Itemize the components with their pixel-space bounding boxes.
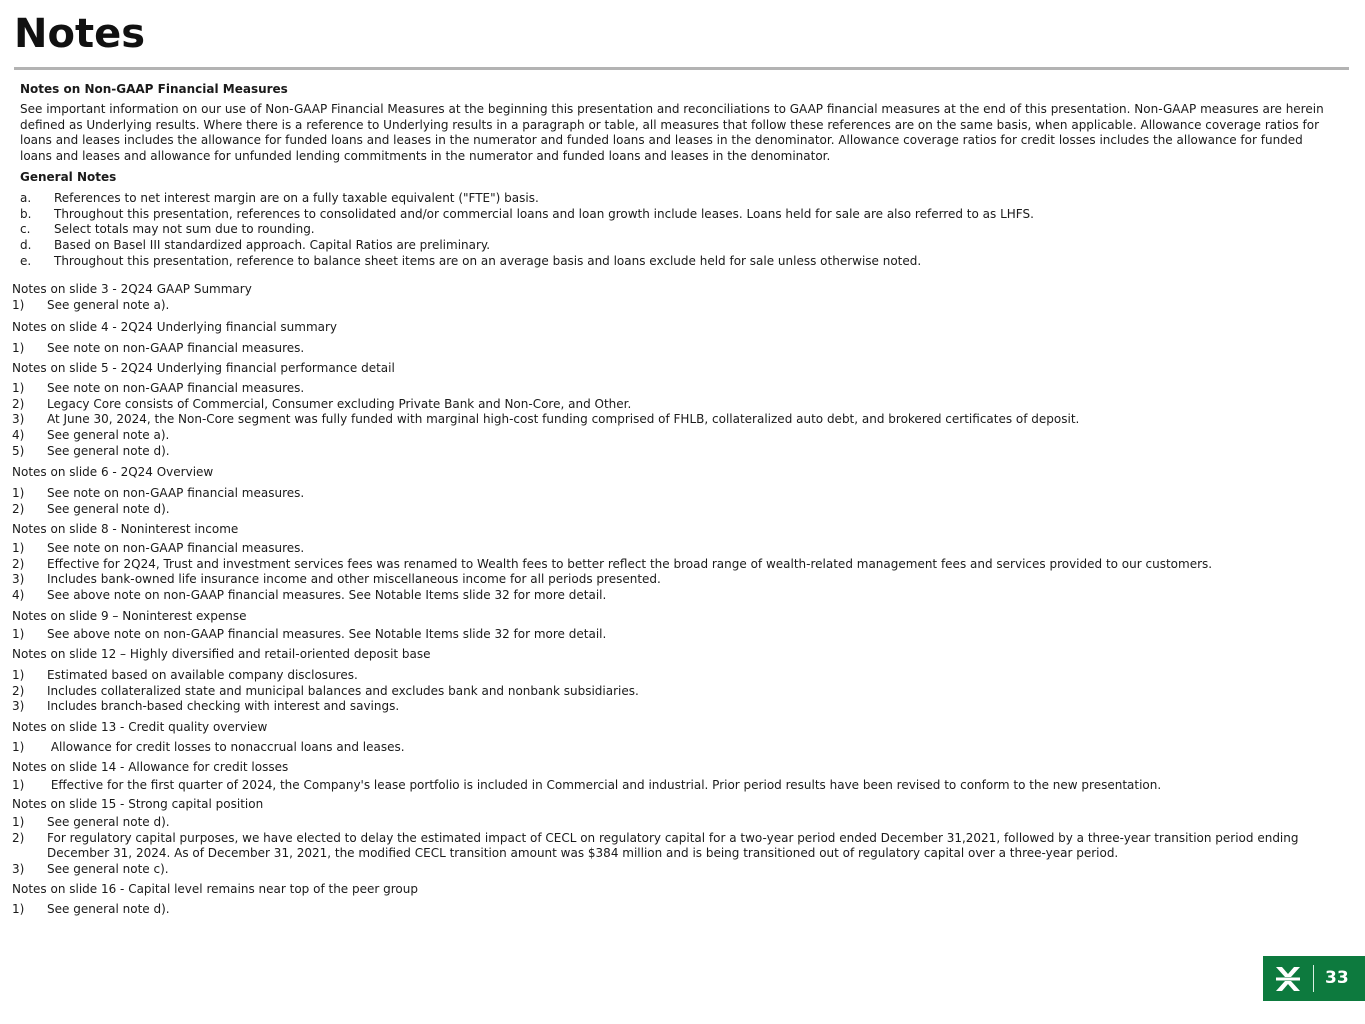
section-title: Notes on slide 5 - 2Q24 Underlying financial performance detail bbox=[12, 361, 395, 375]
page-title: Notes bbox=[14, 11, 146, 57]
title-divider bbox=[14, 67, 1349, 70]
list-item: 3) At June 30, 2024, the Non-Core segment was fully funded with marginal high-cost funding comprised of FHLB, collateralized auto debt, and brokered certificates of deposit. bbox=[12, 412, 1080, 427]
page-number: 33 bbox=[1325, 968, 1349, 988]
section-list bbox=[12, 902, 1312, 918]
list-item: 1) See note on non-GAAP financial measures. bbox=[12, 341, 305, 355]
nongaap-heading: Notes on Non-GAAP Financial Measures bbox=[20, 82, 288, 96]
list-item: c. Select totals may not sum due to rounding. bbox=[20, 222, 315, 237]
list-item: 1) See general note d). bbox=[12, 902, 170, 916]
list-item: 1) See above note on non-GAAP financial measures. See Notable Items slide 32 for more detail. bbox=[12, 627, 607, 641]
list-item: 1) Allowance for credit losses to nonaccrual loans and leases. bbox=[12, 740, 405, 754]
section-title: Notes on slide 3 - 2Q24 GAAP Summary bbox=[12, 282, 252, 296]
section-title: Notes on slide 12 – Highly diversified and retail-oriented deposit base bbox=[12, 647, 431, 661]
list-item: 2) Includes collateralized state and municipal balances and excludes bank and nonbank subsidiaries. bbox=[12, 683, 639, 698]
list-item: 1) See note on non-GAAP financial measures. bbox=[12, 381, 305, 395]
section-list bbox=[12, 627, 1312, 643]
section-list bbox=[12, 341, 1312, 357]
list-item: 2) See general note d). bbox=[12, 501, 170, 516]
list-item: 3) Includes branch-based checking with interest and savings. bbox=[12, 699, 400, 714]
list-item: e. Throughout this presentation, reference to balance sheet items are on an average basis and loans exclude held for sale unless otherwise noted. bbox=[20, 253, 922, 268]
list-item: 1) Effective for the first quarter of 2024, the Company's lease portfolio is included in Commercial and industrial. Prior period results have been revised to conform to the new presentation. bbox=[12, 778, 1162, 792]
list-item: 4) See above note on non-GAAP financial measures. See Notable Items slide 32 for more detail. bbox=[12, 588, 607, 603]
list-item: 2) For regulatory capital purposes, we have elected to delay the estimated impact of CECL on regulatory capital for a two-year period ended December 31,2021, followed by a three-year transition period ending December 31, 2024. As of December 31, 2021, the modified CECL transition amount was $384 million and is being transitioned out of regulatory capital over a three-year period. bbox=[12, 830, 1299, 861]
list-item: 3) Includes bank-owned life insurance income and other miscellaneous income for all periods presented. bbox=[12, 572, 661, 587]
section-title: Notes on slide 13 - Credit quality overview bbox=[12, 720, 268, 734]
citizens-logo-icon bbox=[1273, 964, 1303, 994]
general-notes-list bbox=[20, 191, 1330, 270]
section-title: Notes on slide 6 - 2Q24 Overview bbox=[12, 465, 214, 479]
list-item: 1) See general note a). bbox=[12, 298, 170, 312]
list-item: b. Throughout this presentation, references to consolidated and/or commercial loans and loan growth include leases. Loans held for sale are also referred to as LHFS. bbox=[20, 206, 1034, 221]
section-title: Notes on slide 16 - Capital level remains near top of the peer group bbox=[12, 882, 418, 896]
list-item: d. Based on Basel III standardized approach. Capital Ratios are preliminary. bbox=[20, 238, 491, 253]
list-item: 4) See general note a). bbox=[12, 428, 170, 443]
list-item: 5) See general note d). bbox=[12, 443, 170, 458]
section-title: Notes on slide 8 - Noninterest income bbox=[12, 522, 239, 536]
list-item: 3) See general note c). bbox=[12, 862, 169, 877]
section-list bbox=[12, 541, 1312, 604]
list-item: 1) See general note d). bbox=[12, 815, 170, 829]
section-title: Notes on slide 9 – Noninterest expense bbox=[12, 609, 247, 623]
section-list bbox=[12, 298, 1312, 314]
badge-divider bbox=[1313, 965, 1314, 992]
list-item: 2) Effective for 2Q24, Trust and investment services fees was renamed to Wealth fees to better reflect the broad range of wealth-related management fees and services provided to our customers. bbox=[12, 556, 1213, 571]
section-title: Notes on slide 4 - 2Q24 Underlying financial summary bbox=[12, 320, 338, 334]
general-notes-heading: General Notes bbox=[20, 170, 117, 184]
section-title: Notes on slide 14 - Allowance for credit losses bbox=[12, 760, 289, 774]
list-item: 1) See note on non-GAAP financial measures. bbox=[12, 486, 305, 500]
list-item: a. References to net interest margin are on a fully taxable equivalent ("FTE") basis. bbox=[20, 191, 539, 205]
nongaap-paragraph: See important information on our use of Non-GAAP Financial Measures at the beginning this presentation and reconciliations to GAAP financial measures at the end of this presentation. Non-GAAP measures are herein defined as Underlying results. Where there is a reference to Underlying results in a paragraph or table, all measures that follow these references are on the same basis, when applicable. Allowance coverage ratios for loans and leases includes the allowance for funded loans and leases in the numerator and funded loans and leases in the denominator. Allowance coverage ratios for credit losses includes the allowance for funded loans and leases and allowance for unfunded lending commitments in the numerator and funded loans and leases in the denominator. bbox=[20, 102, 1324, 164]
list-item: 1) Estimated based on available company disclosures. bbox=[12, 668, 358, 682]
section-list bbox=[12, 668, 1312, 715]
section-list bbox=[12, 740, 1312, 756]
list-item: 2) Legacy Core consists of Commercial, Consumer excluding Private Bank and Non-Core, and Other. bbox=[12, 396, 632, 411]
section-list bbox=[12, 778, 1312, 794]
list-item: 1) See note on non-GAAP financial measures. bbox=[12, 541, 305, 555]
section-title: Notes on slide 15 - Strong capital position bbox=[12, 797, 264, 811]
page-number-badge bbox=[1263, 956, 1365, 1001]
section-list bbox=[12, 486, 1312, 517]
section-list bbox=[12, 815, 1312, 878]
section-list bbox=[12, 381, 1312, 460]
